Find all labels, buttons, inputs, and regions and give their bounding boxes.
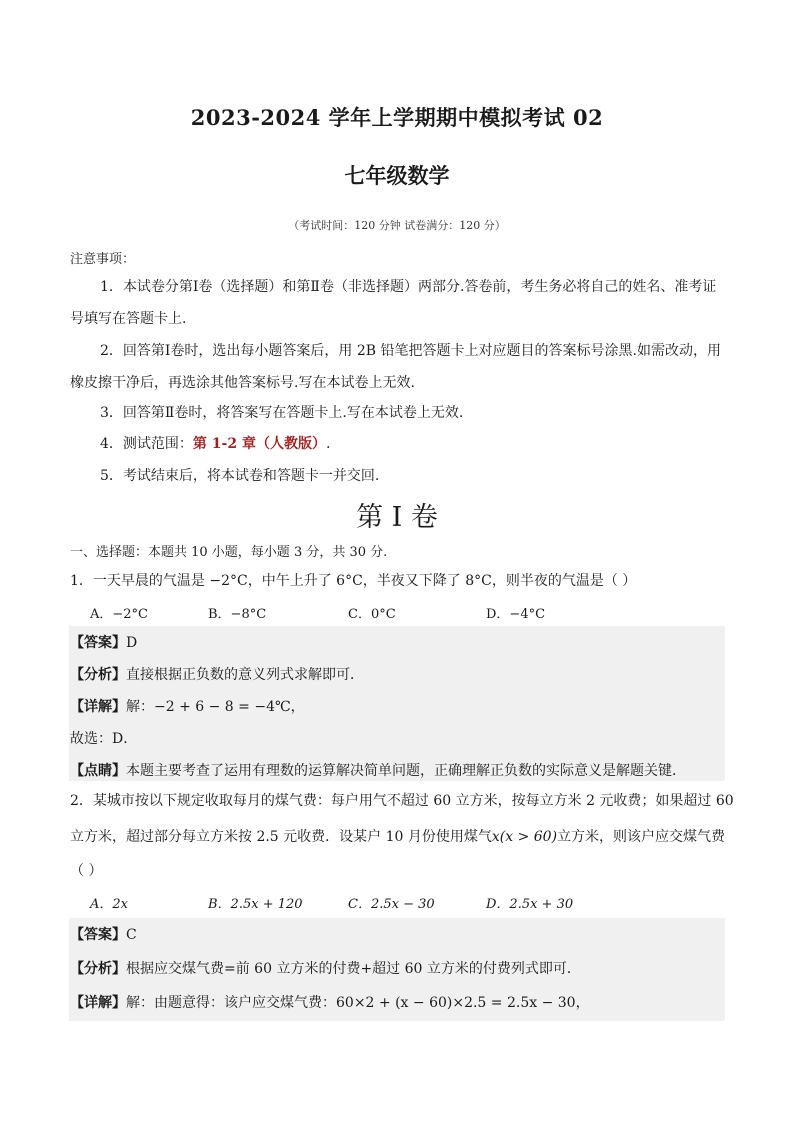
section-title: 第 I 卷 xyxy=(356,502,438,533)
notice-item-4-suffix: . xyxy=(325,436,331,452)
exam-info: （考试时间：120 分钟 试卷满分：120 分） xyxy=(288,219,506,232)
q1-comment-text: 本题主要考查了运用有理数的运算解决简单问题，正确理解正负数的实际意义是解题关键． xyxy=(126,763,686,779)
q2-stem-line-1: 2．某城市按以下规定收取每月的煤气费：每户用气不超过 60 立方米，按每立方米 2 元收费；如果超过 60 xyxy=(70,793,734,809)
q2-answer-value: C xyxy=(126,927,137,943)
q1-option-a: A．−2°C xyxy=(90,607,148,622)
q2-stem-line-2-start: 立方米，超过部分每立方米按 2.5 元收费．设某户 10 月份使用煤气 xyxy=(70,829,492,845)
q2-analysis-text: 根据应交煤气费=前 60 立方米的付费+超过 60 立方米的付费列式即可． xyxy=(126,961,581,977)
q1-answer-label: 【答案】 xyxy=(70,635,126,651)
q1-detail-label: 【详解】 xyxy=(70,699,126,715)
q2-option-d: D．2.5x + 30 xyxy=(486,897,574,912)
q2-analysis-label: 【分析】 xyxy=(70,961,126,977)
q2-stem-math: x(x > 60) xyxy=(491,829,558,845)
q2-stem-line-2 xyxy=(70,826,725,846)
part-heading: 一、选择题：本题共 10 小题，每小题 3 分，共 30 分. xyxy=(70,545,388,560)
notice-item-2-line-2: 橡皮擦干净后，再选涂其他答案标号.写在本试卷上无效. xyxy=(70,375,415,391)
q1-option-c: C．0°C xyxy=(348,607,396,622)
q2-answer-label: 【答案】 xyxy=(70,927,126,943)
q2-stem-line-3: （ ） xyxy=(70,863,103,879)
page-title: 2023-2024 学年上学期期中模拟考试 02 xyxy=(190,105,604,130)
notice-item-1-line-2: 号填写在答题卡上. xyxy=(70,311,187,327)
q1-analysis-label: 【分析】 xyxy=(70,667,126,683)
q1-answer xyxy=(70,632,137,652)
q2-answer xyxy=(70,924,137,944)
q1-detail-text: 解：−2 + 6 − 8 = −4℃， xyxy=(126,699,305,715)
q1-choice: 故选：D． xyxy=(70,731,138,747)
q2-detail xyxy=(70,992,590,1012)
notice-heading: 注意事项： xyxy=(70,252,136,267)
notice-item-4 xyxy=(100,436,330,453)
q2-option-b: B．2.5x + 120 xyxy=(208,897,303,912)
q2-detail-label: 【详解】 xyxy=(70,995,126,1011)
q1-stem: 1．一天早晨的气温是 −2°C，中午上升了 6°C，半夜又下降了 8°C，则半夜的气温是（ ） xyxy=(70,573,637,589)
notice-item-1-line-1: 1．本试卷分第Ⅰ卷（选择题）和第Ⅱ卷（非选择题）两部分.答卷前，考生务必将自己的姓名、准考证 xyxy=(100,279,717,295)
notice-item-5: 5．考试结束后，将本试卷和答题卡一并交回. xyxy=(100,468,380,484)
q1-detail xyxy=(70,696,305,716)
notice-item-2-line-1: 2．回答第Ⅰ卷时，选出每小题答案后，用 2B 铅笔把答题卡上对应题目的答案标号涂黑.如需改动，用 xyxy=(100,343,721,359)
q1-answer-value: D xyxy=(126,635,138,651)
notice-item-4-prefix: 4．测试范围： xyxy=(100,436,193,452)
q1-comment-label: 【点睛】 xyxy=(70,763,126,779)
page-subtitle: 七年级数学 xyxy=(344,163,450,188)
notice-item-3: 3．回答第Ⅱ卷时，将答案写在答题卡上.写在本试卷上无效. xyxy=(100,405,464,421)
q2-option-a: A．2x xyxy=(90,897,128,912)
q2-option-c: C．2.5x − 30 xyxy=(348,897,435,912)
q1-option-d: D．−4°C xyxy=(486,607,546,622)
q1-analysis-text: 直接根据正负数的意义列式求解即可． xyxy=(126,667,364,683)
q1-comment xyxy=(70,760,686,780)
q1-option-b: B．−8°C xyxy=(208,607,267,622)
test-range: 第 1-2 章（人教版） xyxy=(192,436,326,452)
q1-analysis xyxy=(70,664,364,684)
q2-detail-text: 解：由题意得：该户应交煤气费：60×2 + (x − 60)×2.5 = 2.5x − 30， xyxy=(126,995,590,1011)
q2-stem-line-2-end: 立方米，则该户应交煤气费 xyxy=(557,829,726,845)
q2-analysis xyxy=(70,958,581,978)
